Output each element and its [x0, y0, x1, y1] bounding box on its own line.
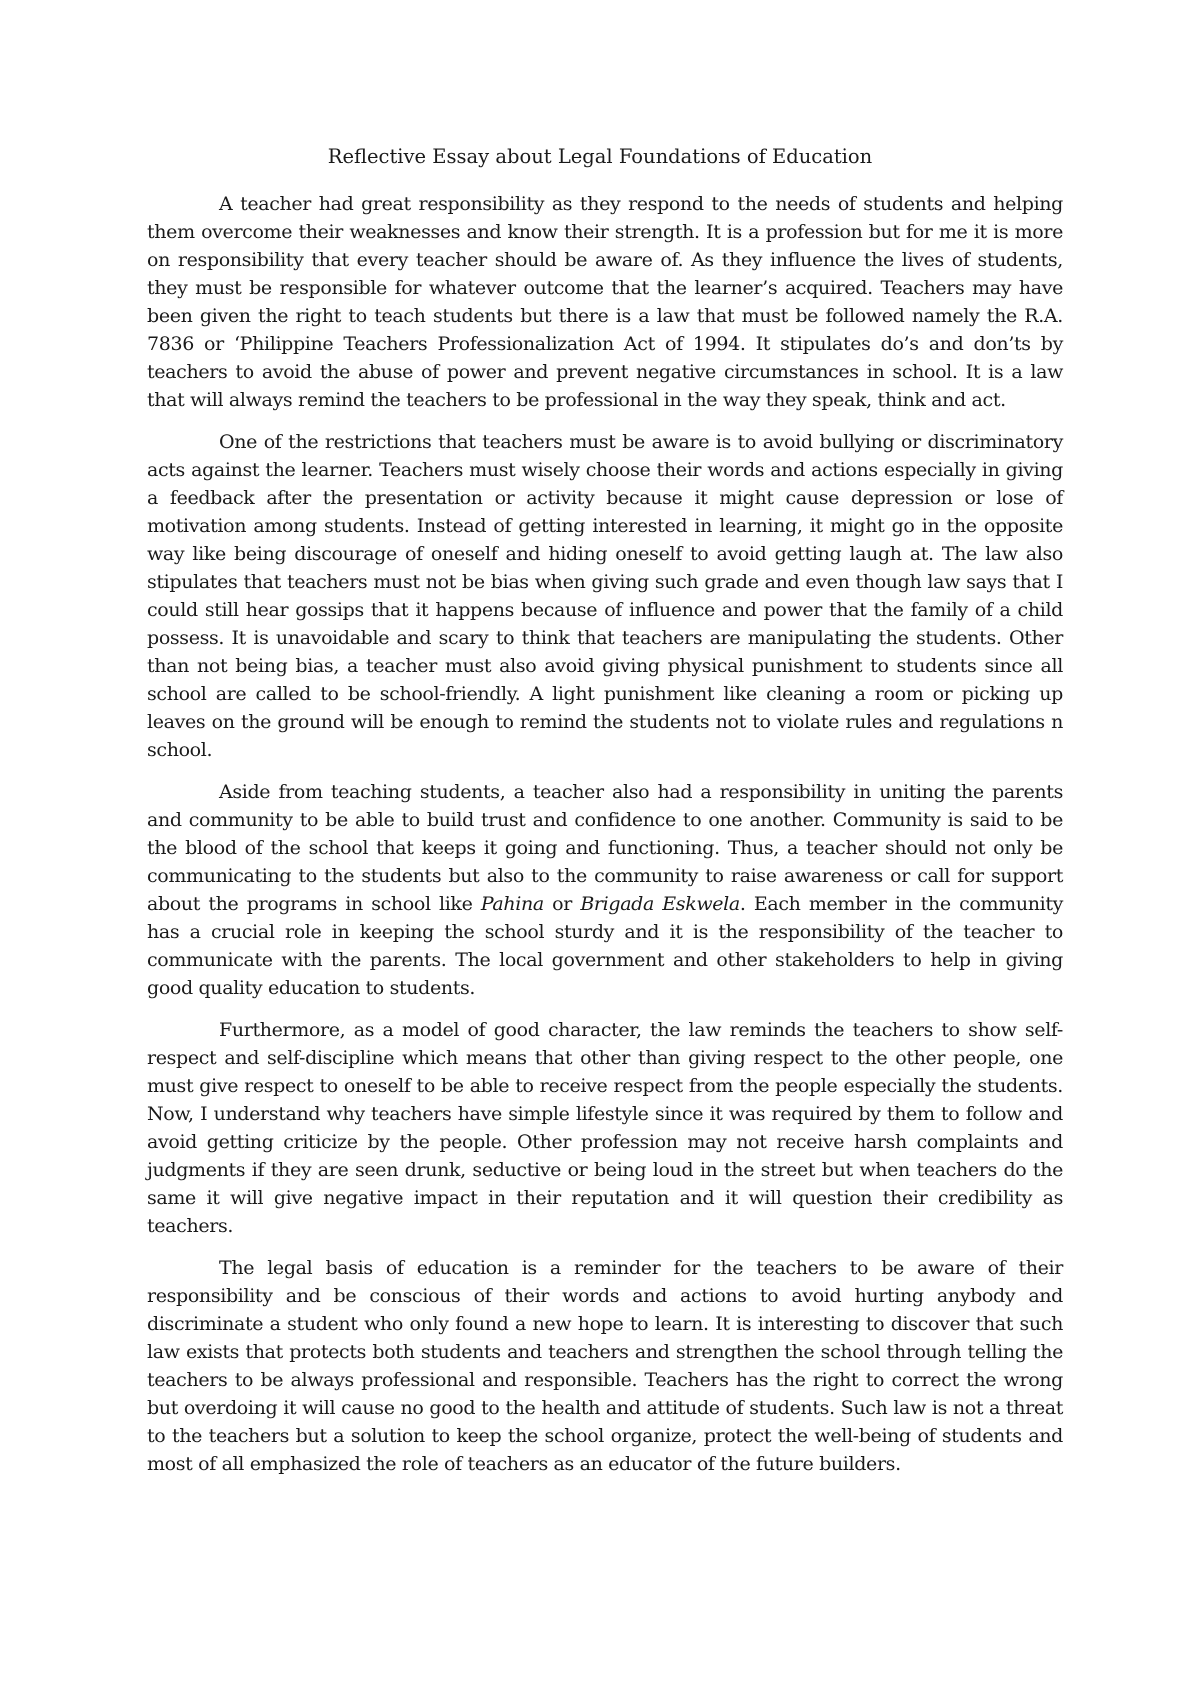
paragraph-5: The legal basis of education is a reminder for the teachers to be aware of their responsibility and be conscious of their words and actions to avoid hurting anybody and discriminate a student who only found a new hope to learn. It is interesting to discover that such law exists that protects both students and teachers and strengthen the school through telling the teachers to be always professional and responsible. Teachers has the right to correct the wrong but overdoing it will cause no good to the health and attitude of students. Such law is not a threat to the teachers but a solution to keep the school organize, protect the well-being of students and most of all emphasized the role of teachers as an educator of the future builders.: [147, 1257, 1063, 1475]
paragraph-3-text-before: Aside from teaching students, a teacher also had a responsibility in uniting the parents and community to be able to build trust and confidence to one another. Community is said to be the blood of the school that keeps it going and functioning. Thus, a teacher should not only be communicating to the students but also to the community to raise awareness or call for support about the programs in school like: [147, 781, 1063, 915]
program-name-pahina: Pahina: [480, 893, 544, 915]
document-title: Reflective Essay about Legal Foundations of Education: [327, 145, 873, 168]
paragraph-2: One of the restrictions that teachers must be aware is to avoid bullying or discriminatory acts against the learner. Teachers must wisely choose their words and actions especially in giving a feedback after the presentation or activity because it might cause depression or lose of motivation among students. Instead of getting interested in learning, it might go in the opposite way like being discourage of oneself and hiding oneself to avoid getting laugh at. The law also stipulates that teachers must not be bias when giving such grade and even though law says that I could still hear gossips that it happens because of influence and power that the family of a child possess. It is unavoidable and scary to think that teachers are manipulating the students. Other than not being bias, a teacher must also avoid giving physical punishment to students since all school are called to be school-friendly. A light punishment like cleaning a room or picking up leaves on the ground will be enough to remind the students not to violate rules and regulations n school.: [147, 431, 1063, 761]
paragraph-3-text-after: . Each member in the community has a crucial role in keeping the school sturdy and it is the responsibility of the teacher to communicate with the parents. The local government and other stakeholders to help in giving good quality education to students.: [147, 893, 1064, 999]
paragraph-1: A teacher had great responsibility as they respond to the needs of students and helping them overcome their weaknesses and know their strength. It is a profession but for me it is more on responsibility that every teacher should be aware of. As they influence the lives of students, they must be responsible for whatever outcome that the learner’s acquired. Teachers may have been given the right to teach students but there is a law that must be followed namely the R.A. 7836 or ‘Philippine Teachers Professionalization Act of 1994. It stipulates do’s and don’ts by teachers to avoid the abuse of power and prevent negative circumstances in school. It is a law that will always remind the teachers to be professional in the way they speak, think and act.: [147, 193, 1063, 411]
program-name-brigada-eskwela: Brigada Eskwela: [580, 893, 740, 915]
paragraph-3-text-middle: or: [543, 893, 581, 915]
essay-body: [147, 190, 1063, 1492]
paragraph-3: [147, 778, 1063, 1002]
paragraph-4: Furthermore, as a model of good character, the law reminds the teachers to show self-respect and self-discipline which means that other than giving respect to the other people, one must give respect to oneself to be able to receive respect from the people especially the students. Now, I understand why teachers have simple lifestyle since it was required by them to follow and avoid getting criticize by the people. Other profession may not receive harsh complaints and judgments if they are seen drunk, seductive or being loud in the street but when teachers do the same it will give negative impact in their reputation and it will question their credibility as teachers.: [147, 1019, 1063, 1237]
